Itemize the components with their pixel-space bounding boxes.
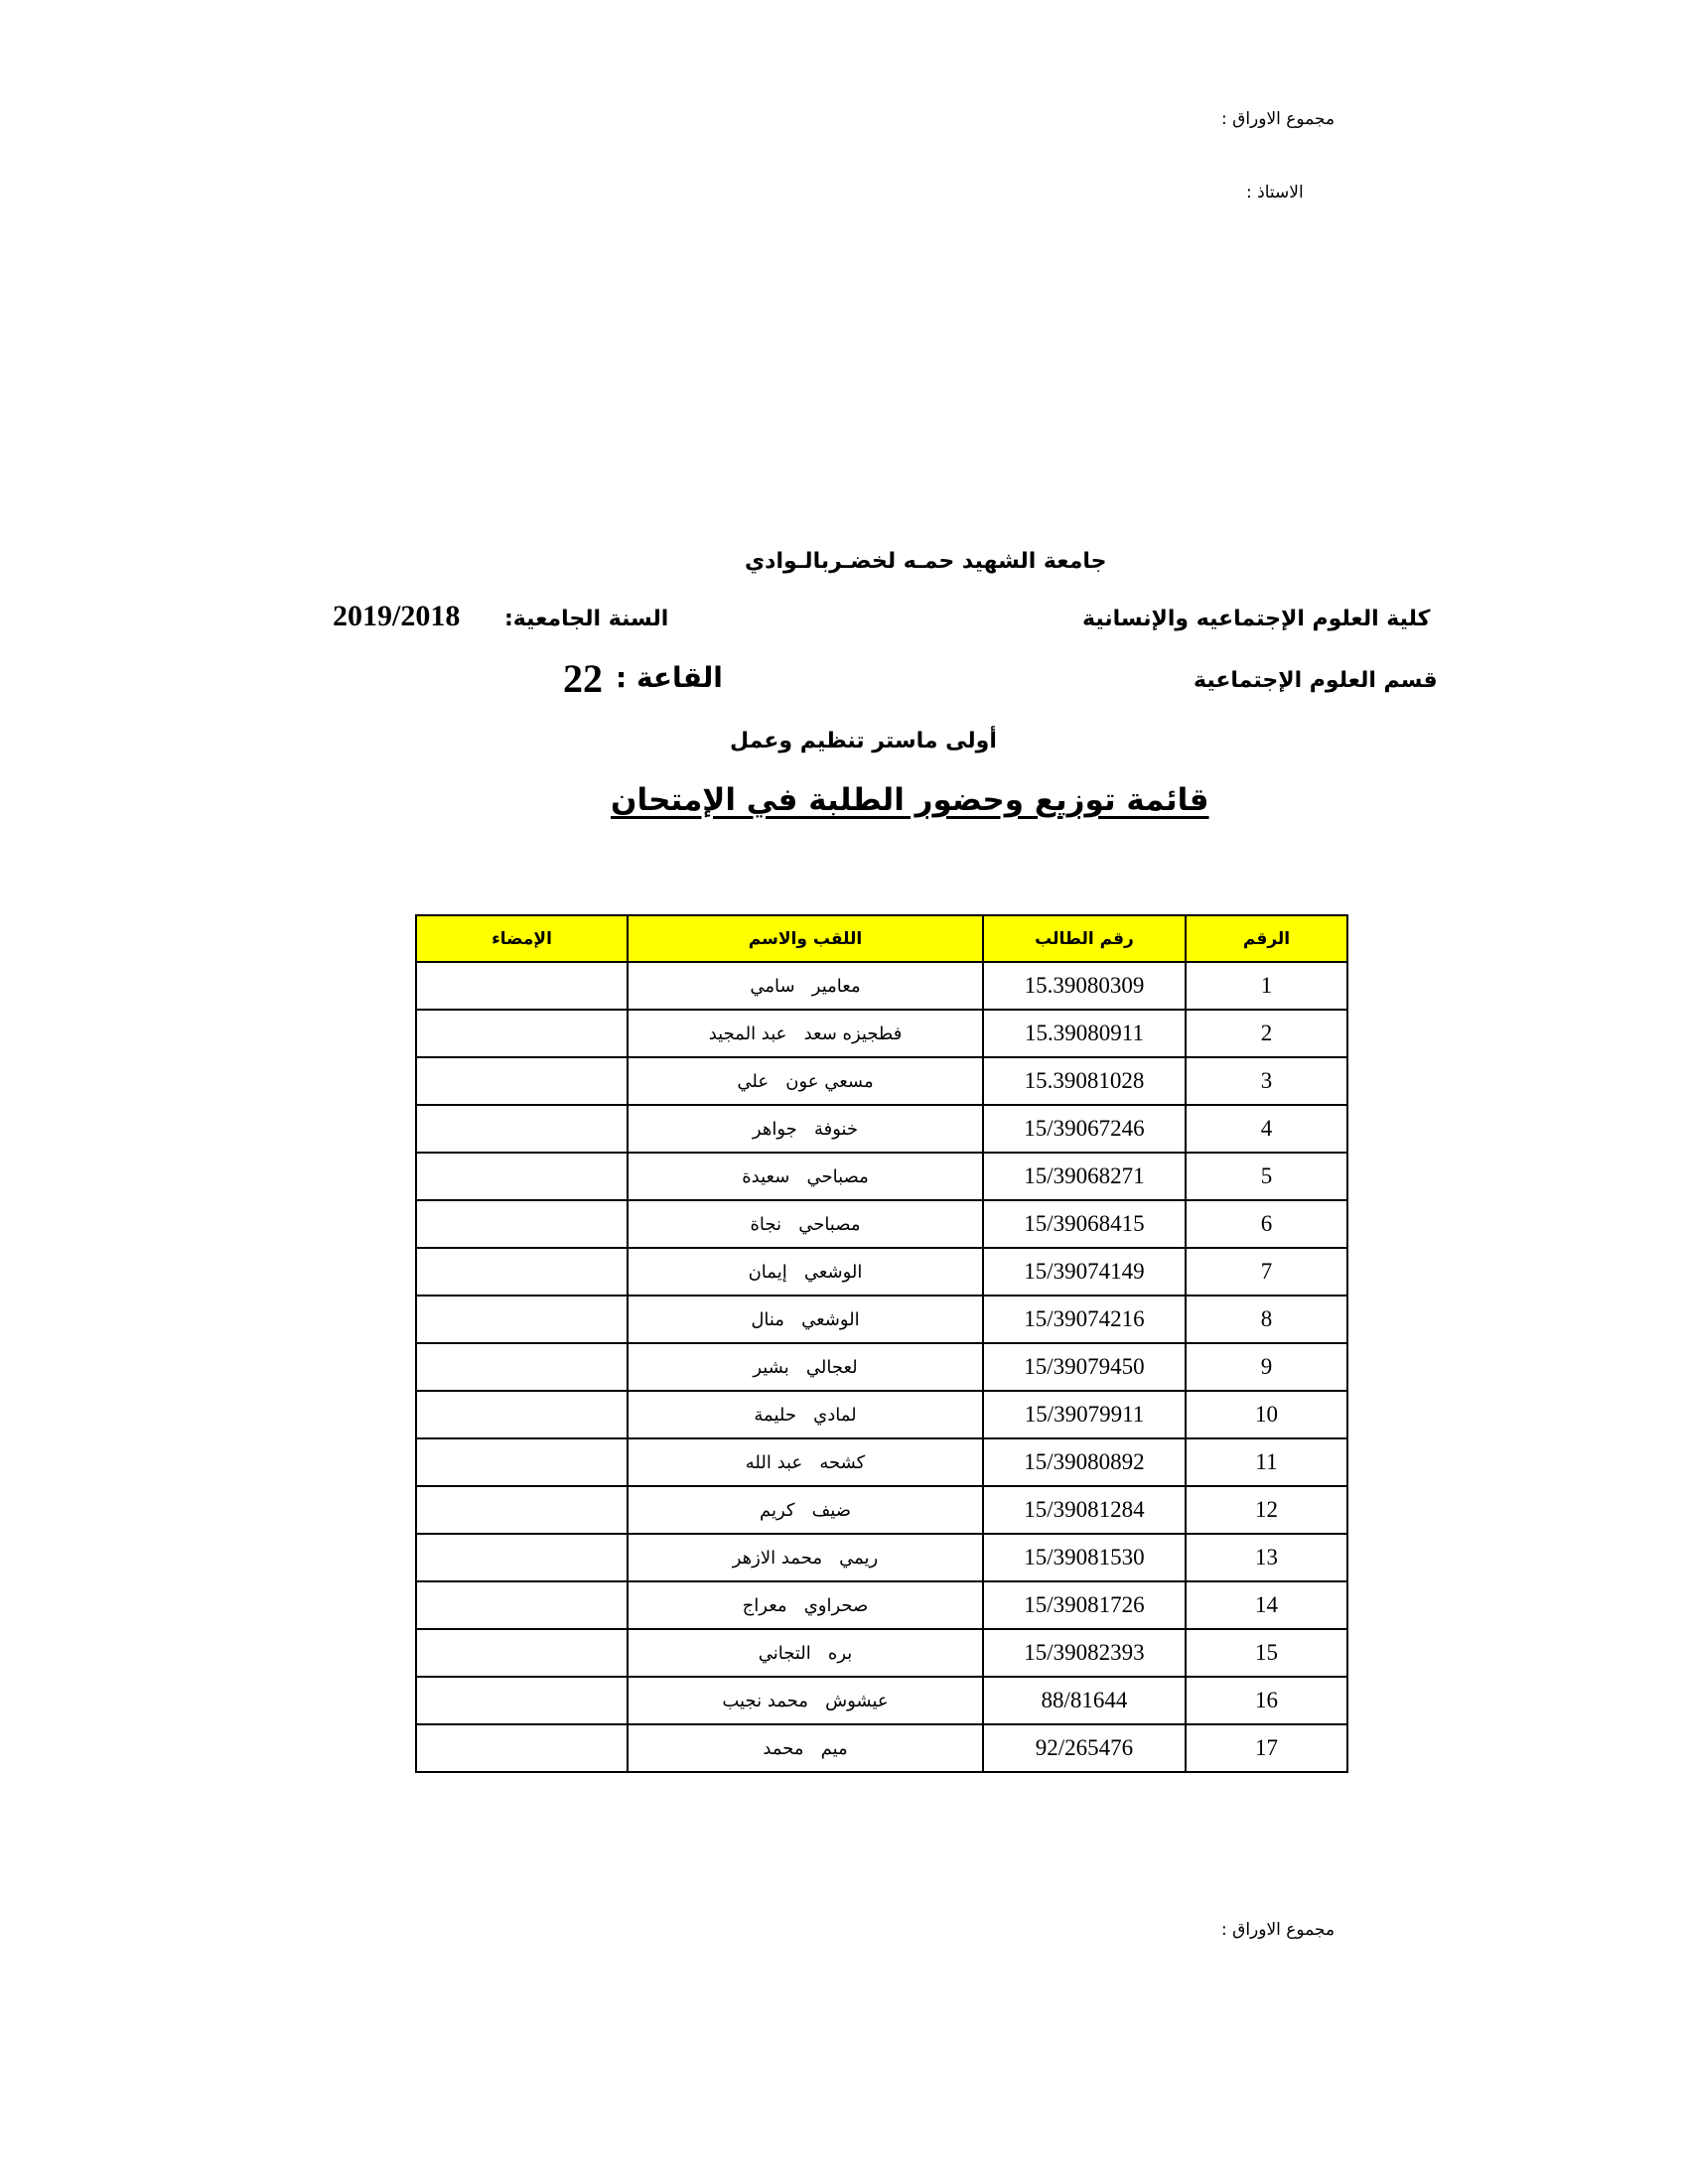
row-number-text: 4 bbox=[1260, 1116, 1273, 1141]
student-name: ميم محمد bbox=[628, 1724, 983, 1772]
student-id-text: 15/39079450 bbox=[1024, 1354, 1145, 1379]
student-id bbox=[983, 1153, 1186, 1200]
signature-cell[interactable] bbox=[416, 1296, 628, 1343]
signature-cell[interactable] bbox=[416, 1677, 628, 1724]
row-number-text: 6 bbox=[1260, 1211, 1273, 1236]
row-number bbox=[1186, 1200, 1347, 1248]
academic-year: 2019/2018 bbox=[333, 600, 461, 632]
row-number bbox=[1186, 1105, 1347, 1153]
student-id bbox=[983, 1296, 1186, 1343]
student-id bbox=[983, 1248, 1186, 1296]
row-number-text: 15 bbox=[1255, 1640, 1278, 1665]
student-name: صحراوي معراج bbox=[628, 1581, 983, 1629]
table-body bbox=[416, 962, 1347, 1772]
university-name: جامعة الشهيد حمـه لخضـربالـوادي bbox=[745, 549, 1107, 574]
sheets-total-label-top: مجموع الاوراق : bbox=[1221, 109, 1336, 129]
student-id-text: 15/39081726 bbox=[1024, 1592, 1145, 1617]
student-id bbox=[983, 1534, 1186, 1581]
table-row bbox=[416, 1724, 1347, 1772]
signature-cell[interactable] bbox=[416, 1724, 628, 1772]
table-row bbox=[416, 1534, 1347, 1581]
column-header-signature: الإمضاء bbox=[416, 915, 628, 962]
signature-cell[interactable] bbox=[416, 1581, 628, 1629]
student-id-text: 15/39080892 bbox=[1024, 1449, 1145, 1474]
signature-cell[interactable] bbox=[416, 962, 628, 1010]
student-id-text: 15/39081284 bbox=[1024, 1497, 1145, 1522]
table-row bbox=[416, 1153, 1347, 1200]
student-id-text: 15/39068415 bbox=[1024, 1211, 1145, 1236]
row-number bbox=[1186, 1057, 1347, 1105]
row-number bbox=[1186, 1248, 1347, 1296]
student-id bbox=[983, 1486, 1186, 1534]
student-name: لعجالي بشير bbox=[628, 1343, 983, 1391]
row-number-text: 12 bbox=[1255, 1497, 1278, 1522]
room-number: 22 bbox=[563, 656, 603, 701]
student-id bbox=[983, 1010, 1186, 1057]
signature-cell[interactable] bbox=[416, 1534, 628, 1581]
student-name: الوشعي منال bbox=[628, 1296, 983, 1343]
program-name: أولى ماستر تنظيم وعمل bbox=[730, 729, 997, 753]
column-header-student-id: رقم الطالب bbox=[983, 915, 1186, 962]
row-number-text: 8 bbox=[1260, 1306, 1273, 1331]
row-number-text: 17 bbox=[1255, 1735, 1278, 1760]
table-row bbox=[416, 1391, 1347, 1438]
row-number-text: 14 bbox=[1255, 1592, 1278, 1617]
signature-cell[interactable] bbox=[416, 1438, 628, 1486]
row-number bbox=[1186, 1153, 1347, 1200]
row-number bbox=[1186, 1534, 1347, 1581]
row-number bbox=[1186, 1296, 1347, 1343]
row-number bbox=[1186, 962, 1347, 1010]
student-name: كشحه عبد الله bbox=[628, 1438, 983, 1486]
table-row bbox=[416, 1057, 1347, 1105]
student-id-text: 15/39074216 bbox=[1024, 1306, 1145, 1331]
student-name: مصباحي نجاة bbox=[628, 1200, 983, 1248]
row-number bbox=[1186, 1343, 1347, 1391]
department-name: قسم العلوم الإجتماعية bbox=[1194, 668, 1438, 693]
signature-cell[interactable] bbox=[416, 1200, 628, 1248]
row-number-text: 13 bbox=[1255, 1545, 1278, 1570]
student-id bbox=[983, 1629, 1186, 1677]
page-title: قائمة توزيع وحضور الطلبة في الإمتحان bbox=[611, 782, 1209, 818]
sheets-total-label-bottom: مجموع الاوراق : bbox=[1221, 1920, 1336, 1940]
student-name: ريمي محمد الازهر bbox=[628, 1534, 983, 1581]
table-row bbox=[416, 1438, 1347, 1486]
student-id-text: 15/39068271 bbox=[1024, 1163, 1145, 1188]
student-id bbox=[983, 1200, 1186, 1248]
professor-label: الاستاذ : bbox=[1246, 183, 1304, 203]
row-number-text: 2 bbox=[1260, 1021, 1273, 1045]
row-number bbox=[1186, 1677, 1347, 1724]
student-id-text: 15/39082393 bbox=[1024, 1640, 1145, 1665]
row-number-text: 10 bbox=[1255, 1402, 1278, 1427]
row-number bbox=[1186, 1486, 1347, 1534]
student-id-text: 92/265476 bbox=[1035, 1735, 1134, 1760]
student-id-text: 15/39081530 bbox=[1024, 1545, 1145, 1570]
student-id bbox=[983, 1057, 1186, 1105]
table-row bbox=[416, 1296, 1347, 1343]
student-name: لمادي حليمة bbox=[628, 1391, 983, 1438]
student-name: خنوفة جواهر bbox=[628, 1105, 983, 1153]
signature-cell[interactable] bbox=[416, 1105, 628, 1153]
row-number bbox=[1186, 1010, 1347, 1057]
student-id bbox=[983, 1581, 1186, 1629]
row-number bbox=[1186, 1581, 1347, 1629]
student-name: عيشوش محمد نجيب bbox=[628, 1677, 983, 1724]
student-id bbox=[983, 1391, 1186, 1438]
student-id-text: 15.39080309 bbox=[1024, 973, 1145, 998]
attendance-table bbox=[415, 914, 1348, 1773]
table-row bbox=[416, 1248, 1347, 1296]
student-id bbox=[983, 1105, 1186, 1153]
student-name: بره التجاني bbox=[628, 1629, 983, 1677]
student-id-text: 15/39067246 bbox=[1024, 1116, 1145, 1141]
signature-cell[interactable] bbox=[416, 1057, 628, 1105]
student-id-text: 15/39074149 bbox=[1024, 1259, 1145, 1284]
student-name: مصباحي سعيدة bbox=[628, 1153, 983, 1200]
table-row bbox=[416, 1343, 1347, 1391]
signature-cell[interactable] bbox=[416, 1391, 628, 1438]
student-id-text: 15.39081028 bbox=[1024, 1068, 1145, 1093]
signature-cell[interactable] bbox=[416, 1010, 628, 1057]
table-row bbox=[416, 1486, 1347, 1534]
row-number bbox=[1186, 1724, 1347, 1772]
signature-cell[interactable] bbox=[416, 1153, 628, 1200]
table-row bbox=[416, 1105, 1347, 1153]
table-header-row bbox=[416, 915, 1347, 962]
column-header-number: الرقم bbox=[1186, 915, 1347, 962]
student-name: فطجيزه سعد عبد المجيد bbox=[628, 1010, 983, 1057]
student-id bbox=[983, 1438, 1186, 1486]
row-number bbox=[1186, 1629, 1347, 1677]
column-header-name: اللقب والاسم bbox=[628, 915, 983, 962]
signature-cell[interactable] bbox=[416, 1629, 628, 1677]
table-row bbox=[416, 1010, 1347, 1057]
signature-cell[interactable] bbox=[416, 1343, 628, 1391]
student-name: مسعي عون علي bbox=[628, 1057, 983, 1105]
row-number-text: 5 bbox=[1260, 1163, 1273, 1188]
student-id bbox=[983, 1724, 1186, 1772]
student-id bbox=[983, 1677, 1186, 1724]
row-number-text: 1 bbox=[1260, 973, 1273, 998]
row-number-text: 7 bbox=[1260, 1259, 1273, 1284]
row-number-text: 9 bbox=[1260, 1354, 1273, 1379]
student-id bbox=[983, 962, 1186, 1010]
faculty-name: كلية العلوم الإجتماعيه والإنسانية bbox=[1082, 607, 1431, 631]
student-name: معامير سامي bbox=[628, 962, 983, 1010]
student-name: ضيف كريم bbox=[628, 1486, 983, 1534]
table-row bbox=[416, 1581, 1347, 1629]
room-label: القاعة : bbox=[616, 661, 723, 694]
student-id-text: 15.39080911 bbox=[1025, 1021, 1144, 1045]
table-row bbox=[416, 1677, 1347, 1724]
row-number-text: 16 bbox=[1255, 1688, 1278, 1712]
student-id bbox=[983, 1343, 1186, 1391]
student-id-text: 15/39079911 bbox=[1024, 1402, 1145, 1427]
row-number-text: 3 bbox=[1260, 1068, 1273, 1093]
table-row bbox=[416, 1200, 1347, 1248]
student-name: الوشعي إيمان bbox=[628, 1248, 983, 1296]
table-row bbox=[416, 1629, 1347, 1677]
academic-year-label: السنة الجامعية: bbox=[504, 607, 669, 631]
row-number-text: 11 bbox=[1255, 1449, 1278, 1474]
signature-cell[interactable] bbox=[416, 1248, 628, 1296]
row-number bbox=[1186, 1391, 1347, 1438]
student-id-text: 88/81644 bbox=[1041, 1688, 1128, 1712]
table-row bbox=[416, 962, 1347, 1010]
row-number bbox=[1186, 1438, 1347, 1486]
signature-cell[interactable] bbox=[416, 1486, 628, 1534]
